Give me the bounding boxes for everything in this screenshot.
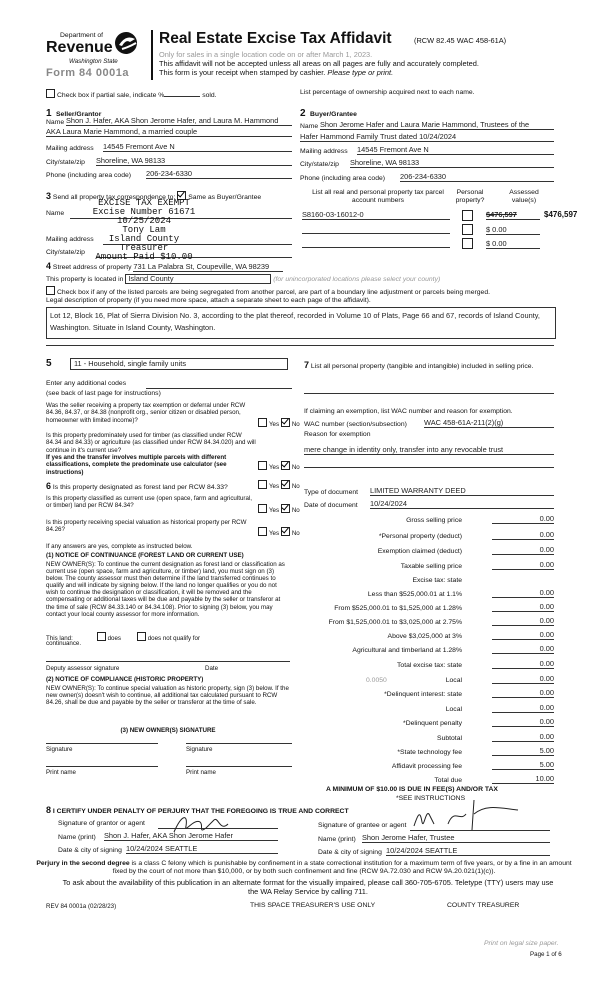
total-due-label: Total due — [434, 777, 462, 784]
s5-q2: Is this property predominately used for timber (as classified under RCW 84.34 and 84.33) or agriculture (as classified under RCW 84.34.020) and will continue in it's current use? — [46, 432, 256, 454]
fee-label: Local — [445, 706, 462, 713]
minimum-due-note: A MINIMUM OF $10.00 IS DUE IN FEE(S) AND/OR TAX — [326, 786, 498, 793]
s6-q3: Is this property receiving special valuation as historical property per RCW 84.26? — [46, 519, 247, 534]
assessed-value-header: Assessed value(s) — [509, 189, 539, 204]
fee-value[interactable]: 0.00 — [492, 717, 554, 727]
legal-description[interactable]: Lot 12, Block 16, Plat of Sierra Division No. 3, according to the plat thereof, recorded in Volume 10 of Plats, Page 66 and 67, records of Island County, Washington. Situate in Island County, Washington. — [46, 307, 556, 339]
continuance-label: continuance. — [46, 640, 82, 647]
excise-tax-head: Excise tax: state — [412, 577, 462, 584]
buyer-name-label: Name — [300, 123, 319, 130]
doc-date-label: Date of document — [304, 502, 358, 509]
gross-price-value[interactable]: 0.00 — [492, 514, 554, 524]
grantor-date-label: Date & city of signing — [58, 847, 122, 854]
stamp-line: EXCISE TAX EXEMPT — [98, 198, 190, 208]
parcels-header: List all real and personal property tax parcel account numbers — [312, 189, 444, 204]
tax-tier-value[interactable]: 0.00 — [492, 616, 554, 626]
notice2-text: NEW OWNER(S): To continue special valuation as historic property, sign (3) below. If the new owner(s) doesn't wish to continue, all additional tax calculated pursuant to RCW 84.26, shall be due and payable by the seller or transferor at the time of sale. — [46, 685, 289, 707]
exemption-claimed-label: Exemption claimed (deduct) — [377, 548, 462, 555]
tax-tier-label: From $525,000.01 to $1,525,000 at 1.28% — [334, 605, 462, 612]
this-land-row: This land: does does not qualify for — [46, 632, 200, 642]
s6-q1-choices: Yes No — [258, 480, 300, 490]
print-name-label: Print name — [46, 769, 76, 776]
stamp-line: Excise Number 61671 — [92, 207, 196, 217]
form-title: Real Estate Excise Tax Affidavit — [159, 30, 392, 47]
revenue-logo-text: Revenue — [46, 39, 113, 56]
no-checkbox[interactable] — [281, 527, 290, 536]
s3-name-label: Name — [46, 210, 65, 217]
property-street[interactable]: 731 La Palabra St, Coupeville, WA 98239 — [133, 263, 283, 272]
legal-label: Legal description of property (if you need more space, attach a separate sheet to each page of the affidavit). — [46, 297, 371, 304]
grantee-sig-label: Signature of grantee or agent — [318, 822, 407, 829]
doc-type-label: Type of document — [304, 489, 359, 496]
tax-tier-value[interactable]: 0.00 — [492, 588, 554, 598]
additional-codes-label: Enter any additional codes — [46, 380, 127, 387]
yes-checkbox[interactable] — [258, 527, 267, 536]
fee-label: *State technology fee — [397, 749, 462, 756]
grantor-name[interactable]: Shon J. Hafer, AKA Shon Jerome Hafer — [104, 831, 278, 841]
stamp-line: Amount Paid $10.00 — [95, 252, 193, 262]
personal-property-label: *Personal property (deduct) — [378, 533, 462, 540]
notice1-head: (1) NOTICE OF CONTINUANCE (FOREST LAND OR CURRENT USE) — [46, 552, 244, 559]
seller-addr[interactable]: 14545 Fremont Ave N — [103, 142, 292, 152]
section5-num: 5 — [46, 358, 52, 369]
see-instructions-note: *SEE INSTRUCTIONS — [396, 795, 466, 802]
notice2-head: (2) NOTICE OF COMPLIANCE (HISTORIC PROPERTY) — [46, 676, 204, 683]
notice1-text: NEW OWNER(S): To continue the current designation as forest land or classification as current use (open space, farm and agriculture, or timber) land, you must sign on (3) below. The county assessor must then determine if the land transferred continues to qualify and will indicate by signing below. If the land no longer qualifies or you do not wish to continue the designation or classification, it will be removed and the compensating or additional taxes will be due and payable by the seller or transferor at the time of sale (RCW 84.33.140 or 84.34.108). Prior to signing (3) below, you may contact your local county assessor for more information. — [46, 561, 285, 618]
header-sub2: This affidavit will not be accepted unless all areas on all pages are fully and accurately completed. — [159, 59, 479, 68]
notice3-head: (3) NEW OWNER(S) SIGNATURE — [120, 727, 216, 734]
print-name-label: Print name — [186, 769, 216, 776]
grantor-sig-label: Signature of grantor or agent — [58, 820, 145, 827]
total-due-value[interactable]: 10.00 — [492, 774, 554, 784]
section4-street: 4 Street address of property 731 La Palabra St, Coupeville, WA 98239 — [46, 262, 283, 272]
seller-name2[interactable]: AKA Laura Marie Hammond, a married couple — [46, 127, 292, 137]
s6-q2: Is this property classified as current use (open space, farm and agricultural, or timber) land per RCW 84.34? — [46, 495, 253, 510]
grantor-name-label: Name (print) — [58, 834, 96, 841]
tax-tier-value[interactable]: 0.00 — [492, 602, 554, 612]
s6-q1: 6 Is this property designated as forest land per RCW 84.33? — [46, 481, 228, 491]
ownership-note: List percentage of ownership acquired next to each name. — [300, 89, 475, 96]
accessibility-notice: To ask about the availability of this publication in an alternate format for the visually impaired, please call 360-705-6705. Teletype (TTY) users may use the WA Relay Service by calling 711. — [62, 878, 554, 896]
header-sub1: Only for sales in a single location code on or after March 1, 2023. — [159, 50, 373, 59]
assessed-value[interactable]: $476,597 — [544, 210, 578, 219]
s5-q1: Was the seller receiving a property tax exemption or deferral under RCW 84.36, 84.37, or 84.38 (nonprofit org., senior citizen or disabled person, homeowner with limited income)? — [46, 402, 246, 424]
seller-city-label: City/state/zip — [46, 159, 85, 166]
page-number: Page 1 of 6 — [530, 951, 562, 958]
total-state-tax-value[interactable]: 0.00 — [492, 659, 554, 669]
no-checkbox[interactable] — [281, 418, 290, 427]
does-checkbox[interactable] — [97, 632, 106, 641]
segregate-row: Check box if any of the listed parcels are being segregated from another parcel, are part of a boundary line adjustment or parcels being merged. — [46, 286, 490, 297]
personal-property-checkbox[interactable] — [462, 224, 473, 235]
s5-q2-choices: Yes No — [258, 461, 300, 471]
s5-q1-choices: Yes No — [258, 418, 300, 428]
form-number: Form 84 0001a — [46, 67, 129, 79]
grantor-date-city[interactable]: 10/24/2024 SEATTLE — [126, 844, 278, 854]
signature-label: Signature — [186, 746, 213, 753]
segregate-checkbox[interactable] — [46, 286, 55, 295]
claim-exemption-label: If claiming an exemption, list WAC number and reason for exemption. — [304, 408, 513, 415]
assessed-value[interactable]: $ 0.00 — [486, 239, 540, 249]
grantee-date-label: Date & city of signing — [318, 849, 382, 856]
wac-label: WAC number (section/subsection) — [304, 421, 407, 428]
header-sub3: This form is your receipt when stamped by cashier. Please type or print. — [159, 68, 394, 77]
personal-property-value[interactable]: 0.00 — [492, 530, 554, 540]
buyer-addr-label: Mailing address — [300, 148, 348, 155]
local-label: Local — [445, 677, 462, 684]
fee-value[interactable]: 0.00 — [492, 732, 554, 742]
buyer-phone[interactable]: 206-234-6330 — [400, 172, 554, 182]
gross-price-label: Gross selling price — [406, 517, 462, 524]
section3-head: 3 Send all property tax correspondence to: Same as Buyer/Grantee — [46, 191, 262, 201]
deputy-date-label: Date — [205, 665, 219, 672]
yes-checkbox[interactable] — [258, 418, 267, 427]
fee-label: *Delinquent interest: state — [384, 691, 462, 698]
does-not-checkbox[interactable] — [137, 632, 146, 641]
exemption-claimed-value[interactable]: 0.00 — [492, 545, 554, 555]
local-value[interactable]: 0.00 — [492, 674, 554, 684]
perjury-notice: Perjury in the second degree is a class C felony which is punishable by confinement in a state correctional institution for a maximum term of five years, or by a fine in an amount fixed by the court of not more than $10,000, or by both such confinement and fine (RCW 9A.72.030 and RCW 9A.20.021(1)(c)). — [36, 860, 572, 875]
tax-tier-value[interactable]: 0.00 — [492, 644, 554, 654]
fee-value[interactable]: 0.00 — [492, 688, 554, 698]
yes-checkbox[interactable] — [258, 480, 267, 489]
no-checkbox[interactable] — [281, 480, 290, 489]
section8-head: 8 I CERTIFY UNDER PENALTY OF PERJURY THAT THE FOREGOING IS TRUE AND CORRECT — [46, 805, 349, 815]
stamp-line: 10/25/2024 — [116, 216, 171, 226]
see-instructions: (see back of last page for instructions) — [46, 390, 161, 397]
buyer-addr[interactable]: 14545 Fremont Ave N — [357, 145, 554, 155]
county-select[interactable]: Island County — [125, 274, 271, 284]
legal-size-note: Print on legal size paper. — [484, 940, 559, 947]
partial-sale-row: Check box if partial sale, indicate % sold. — [46, 89, 217, 100]
buyer-phone-label: Phone (including area code) — [300, 175, 386, 182]
parcel-number[interactable] — [302, 238, 450, 248]
no-checkbox[interactable] — [281, 461, 290, 470]
buyer-name1[interactable]: Shon Jerome Hafer and Laura Marie Hammond, Trustees of the — [320, 120, 554, 130]
seller-phone[interactable]: 206-234-6330 — [146, 169, 292, 179]
taxable-price-label: Taxable selling price — [400, 563, 462, 570]
doc-type[interactable]: LIMITED WARRANTY DEED — [370, 486, 554, 496]
tax-tier-value[interactable]: 0.00 — [492, 630, 554, 640]
grantee-name-label: Name (print) — [318, 836, 356, 843]
s5-q2b: If yes and the transfer involves multiple parcels with different classifications, complete the predominate use calculator (see instructions) — [46, 454, 227, 476]
fee-label: Affidavit processing fee — [391, 763, 462, 770]
tax-tier-label: Less than $525,000.01 at 1.1% — [367, 591, 462, 598]
exempt-stamp — [84, 199, 204, 262]
seller-phone-label: Phone (including area code) — [46, 172, 132, 179]
header-divider — [151, 30, 153, 80]
s3-city-label: City/state/zip — [46, 249, 85, 256]
s6-q4: If any answers are yes, complete as instructed below. — [46, 543, 193, 550]
personal-property-header: Personal property? — [455, 189, 485, 204]
buyer-name2[interactable]: Hafer Hammond Family Trust dated 10/24/2024 — [300, 132, 554, 142]
tax-tier-label: Agricultural and timberland at 1.28% — [352, 647, 462, 654]
partial-sale-checkbox[interactable] — [46, 89, 55, 98]
fee-label: *Delinquent penalty — [403, 720, 462, 727]
county-treasurer-label: COUNTY TREASURER — [447, 902, 520, 909]
fee-value[interactable]: 5.00 — [492, 746, 554, 756]
local-rate: 0.0050 — [366, 677, 387, 684]
s3-addr-label: Mailing address — [46, 236, 94, 243]
total-state-tax-label: Total excise tax: state — [397, 662, 462, 669]
dept-label: Department of — [60, 32, 104, 39]
tax-tier-label: From $1,525,000.01 to $3,025,000 at 2.75% — [328, 619, 462, 626]
section2-head: 2 Buyer/Grantee — [300, 108, 357, 119]
fee-value[interactable]: 0.00 — [492, 703, 554, 713]
wac-number[interactable]: WAC 458-61A-211(2)(g) — [424, 418, 554, 428]
seller-name-label: Name — [46, 119, 65, 126]
yes-checkbox[interactable] — [258, 461, 267, 470]
seller-city[interactable]: Shoreline, WA 98133 — [96, 156, 292, 166]
located-in-row: This property is located in Island County (for unincorporated locations please select your county) — [46, 274, 441, 283]
doc-date[interactable]: 10/24/2024 — [370, 499, 554, 509]
grantee-date-city[interactable]: 10/24/2024 SEATTLE — [386, 846, 550, 856]
revenue-logo-icon — [113, 30, 141, 61]
stamp-line: Island County Treasurer — [108, 234, 180, 253]
treasurer-use-label: THIS SPACE TREASURER'S USE ONLY — [250, 902, 376, 909]
section1-head: 1 Seller/Grantor — [46, 108, 102, 119]
buyer-city-label: City/state/zip — [300, 161, 339, 168]
state-label: Washington State — [69, 58, 118, 65]
seller-name1[interactable]: Shon J. Hafer, AKA Shon Jerome Hafer, and Laura M. Hammond — [66, 116, 292, 126]
reason-label: Reason for exemption — [304, 431, 371, 438]
land-use-code[interactable]: 11 - Household, single family units — [70, 358, 288, 370]
s6-q3-choices: Yes No — [258, 527, 300, 537]
grantee-name[interactable]: Shon Jerome Hafer, Trustee — [362, 833, 550, 843]
form-rcw: (RCW 82.45 WAC 458-61A) — [414, 36, 507, 45]
no-checkbox[interactable] — [281, 504, 290, 513]
deputy-sig-label: Deputy assessor signature — [46, 665, 120, 672]
tax-tier-label: Above $3,025,000 at 3% — [387, 633, 462, 640]
seller-addr-label: Mailing address — [46, 145, 94, 152]
grantee-signature[interactable] — [408, 796, 528, 837]
s7-head: 7 List all personal property (tangible and intangible) included in selling price. — [304, 360, 534, 370]
parcel-number[interactable] — [302, 224, 450, 234]
revision-label: REV 84 0001a (02/28/23) — [46, 903, 117, 910]
assessed-value-struck: $476,597 — [486, 210, 540, 220]
yes-checkbox[interactable] — [258, 504, 267, 513]
parcel-number[interactable]: S8160-03-16012-0 — [302, 210, 450, 220]
assessed-value[interactable]: $ 0.00 — [486, 225, 540, 235]
signature-label: Signature — [46, 746, 73, 753]
s6-q2-choices: Yes No — [258, 504, 300, 514]
personal-property-checkbox[interactable] — [462, 210, 473, 221]
exemption-reason[interactable]: mere change in identity only, transfer into any revocable trust — [304, 445, 554, 455]
fee-value[interactable]: 5.00 — [492, 760, 554, 770]
fee-label: Subtotal — [437, 735, 462, 742]
stamp-line: Tony Lam — [122, 225, 166, 235]
buyer-city[interactable]: Shoreline, WA 98133 — [350, 158, 554, 168]
taxable-price-value[interactable]: 0.00 — [492, 560, 554, 570]
personal-property-checkbox[interactable] — [462, 238, 473, 249]
